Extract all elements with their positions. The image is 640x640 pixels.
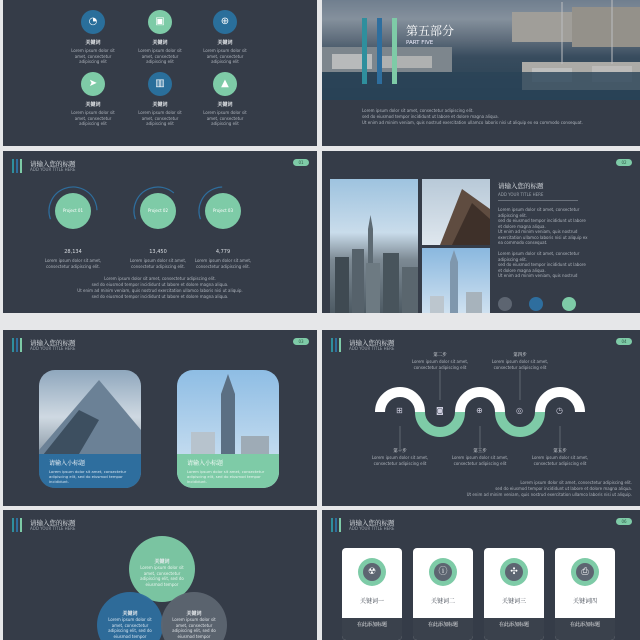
fan-icon: ✣ xyxy=(505,563,523,581)
keyword-label: 关键词 xyxy=(217,102,233,108)
slide-photo-cards[interactable]: 请输入您的标题 ADD YOUR TITLE HERE 03 请输入小标题 Lorem ipsum dolor sit amet, consectetur adipiscing elit, sed do eiusmod tempor incididunt. 请输入小标题 Lorem ipsum dolor sit amet, consectetur adipiscing elit, sed do eiusmod tempor incididunt. xyxy=(3,330,317,506)
donut-label: Project 03 xyxy=(212,208,234,213)
slide-venn[interactable]: 请输入您的标题 ADD YOUR TITLE HERE 关键词 Lorem ipsum dolor sit amet, consectetur adipiscing elit, sed do eiusmod tempor 关键词 Lorem ipsum dolor sit amet, consectetur adipiscing elit, sed do eiusmod tempor 关键词 Lorem ipsum dolor sit amet, consectetur adipiscing elit, sed do eiusmod tempor xyxy=(3,510,317,640)
page-number: 04 xyxy=(616,338,632,345)
timeline-step: 第一步 Lorem ipsum dolor sit amet, consectetur adipiscing elit xyxy=(371,449,429,466)
step-icon: ⊞ xyxy=(396,406,403,415)
step-icon: ◷ xyxy=(556,406,563,415)
keyword-label: 关键词 xyxy=(152,40,168,46)
slide-part-five[interactable] xyxy=(322,0,640,146)
keyword-card[interactable] xyxy=(342,548,402,640)
card-title: 关键词二 xyxy=(430,598,455,605)
keyword-desc: Lorem ipsum dolor sit amet, consectetur adipiscing elit xyxy=(203,110,247,126)
keyword-label: 关键词 xyxy=(152,102,168,108)
timeline-step: 第五步 Lorem ipsum dolor sit amet, consectetur adipiscing elit xyxy=(531,449,589,466)
body-text: Lorem ipsum dolor sit amet, consectetur adipiscing elit. sed do eiusmod tempor incididunt ut labore et dolore magna aliqua. Ut enim ad minim veniam, quis nostrud exercitation ullamco laboris nisi ut aliquip ex ea commodo consequat. Lorem ipsum dolor sit amet, consectetur adipiscing elit. sed do eiusmod tempor incididunt ut labore et dolore magna aliqua. Ut enim ad minim veniam, quis nostrud xyxy=(498,207,588,278)
donut-stat xyxy=(124,177,192,269)
accent-bar xyxy=(362,18,367,84)
skyline-photo xyxy=(330,179,418,313)
keyword-card[interactable] xyxy=(555,548,615,640)
globe-icon xyxy=(498,297,512,311)
part-title: 第五部分 xyxy=(406,24,455,38)
summary-text: Lorem ipsum dolor sit amet, consectetur adipiscing elit. sed do eiusmod tempor incididunt ut labore et dolore magna aliqua. Ut enim ad minim veniam, quis nostrud exercitation ullamco laboris nisi ut aliquip. sed do eiusmod tempor incididunt ut labore et dolore magna aliqua. xyxy=(77,276,243,299)
keyword-item xyxy=(197,72,253,127)
keyword-label: 关键词 xyxy=(85,102,101,108)
trend-icon xyxy=(529,297,543,311)
gauge-icon: ◔ xyxy=(81,10,105,34)
card-subtitle: 在此添加标题 xyxy=(484,618,544,640)
keyword-desc: Lorem ipsum dolor sit amet, consectetur adipiscing elit xyxy=(71,48,115,64)
keyword-card[interactable] xyxy=(413,548,473,640)
donut-value: 4,779 xyxy=(215,249,231,255)
slide-keyword-cards[interactable]: 请输入您的标题 ADD YOUR TITLE HERE 06 ☢ 关键词一 在此添加标题 ⓘ 关键词二 在此添加标题 ✣ 关键词三 在此添加标题 ⎙ 关键词四 在此添加标题 xyxy=(322,510,640,640)
keyword-item xyxy=(132,72,188,127)
part-subtitle: PART FIVE xyxy=(406,40,434,46)
keyword-item xyxy=(65,10,121,65)
keyword-desc: Lorem ipsum dolor sit amet, consectetur adipiscing elit xyxy=(71,110,115,126)
keyword-desc: Lorem ipsum dolor sit amet, consectetur adipiscing elit xyxy=(138,48,182,64)
page-number: 02 xyxy=(616,159,632,166)
send-icon: ➤ xyxy=(81,72,105,96)
donut-stat xyxy=(189,177,257,269)
keyword-item xyxy=(132,10,188,65)
graduation-cap-icon: ▲ xyxy=(213,72,237,96)
timeline-step: 第三步 Lorem ipsum dolor sit amet, consectetur adipiscing elit xyxy=(451,449,509,466)
photo-card[interactable]: 请输入小标题 Lorem ipsum dolor sit amet, consectetur adipiscing elit, sed do eiusmod tempor incididunt. xyxy=(177,370,279,488)
page-number: 01 xyxy=(293,159,309,166)
info-icon: ⓘ xyxy=(434,563,452,581)
card-subtitle: 在此添加标题 xyxy=(413,618,473,640)
timeline-step: 第二步 Lorem ipsum dolor sit amet, consectetur adipiscing elit xyxy=(411,353,469,370)
card-subtitle: 在此添加标题 xyxy=(342,618,402,640)
donut-value: 13,450 xyxy=(149,249,167,255)
page-number: 06 xyxy=(616,518,632,525)
donut-value: 28,134 xyxy=(64,249,82,255)
slide-keywords-icons[interactable] xyxy=(3,0,317,146)
map-icon: ▥ xyxy=(148,72,172,96)
radiation-icon: ☢ xyxy=(363,563,381,581)
keyword-item xyxy=(197,10,253,65)
card-title: 关键词三 xyxy=(501,598,526,605)
keyword-label: 关键词 xyxy=(217,40,233,46)
keyword-card[interactable] xyxy=(484,548,544,640)
keyword-label: 关键词 xyxy=(85,40,101,46)
slide-wave-timeline[interactable]: 请输入您的标题 ADD YOUR TITLE HERE 04 ⊞ ◙ ⊕ ◎ ◷ 第二步 Lorem ipsum dolor sit amet, consectetur adipiscing elit 第四步 Lorem ipsum dolor sit amet, consectetur adipiscing elit 第一步 Lorem ipsum dolor sit amet, consectetur adipiscing elit 第三步 Lorem ipsum dolor sit amet, consectetur adipiscing elit 第五步 Lorem ipsum dolor sit amet, consectetur adipiscing elit Lorem ipsum dolor sit amet, consectetur adipiscing elit. sed do eiusmod tempor incididunt ut labore et dolore magna aliqua. Ut enim ad minim veniam, quis nostrud exercitation ullamco laboris nisi ut aliquip. xyxy=(322,330,640,506)
donut-label: Project 02 xyxy=(147,208,169,213)
donut-stat xyxy=(39,177,107,269)
timeline-step: 第四步 Lorem ipsum dolor sit amet, consectetur adipiscing elit xyxy=(491,353,549,370)
photo-card[interactable]: 请输入小标题 Lorem ipsum dolor sit amet, consectetur adipiscing elit, sed do eiusmod tempor incididunt. xyxy=(39,370,141,488)
harbor-photo xyxy=(322,0,640,100)
donut-desc: Lorem ipsum dolor sit amet, consectetur adipiscing elit. xyxy=(129,258,187,269)
step-icon: ◎ xyxy=(516,406,523,415)
step-icon: ◙ xyxy=(436,406,444,415)
globe-icon: ⊕ xyxy=(213,10,237,34)
keyword-desc: Lorem ipsum dolor sit amet, consectetur adipiscing elit xyxy=(138,110,182,126)
donut-desc: Lorem ipsum dolor sit amet, consectetur adipiscing elit. xyxy=(44,258,102,269)
donut-desc: Lorem ipsum dolor sit amet, consectetur adipiscing elit. xyxy=(194,258,252,269)
building-photo xyxy=(422,179,490,245)
step-icon: ⊕ xyxy=(476,406,483,415)
accent-bar xyxy=(392,18,397,84)
keyword-desc: Lorem ipsum dolor sit amet, consectetur adipiscing elit xyxy=(203,48,247,64)
text-header: 请输入您的标题 ADD YOUR TITLE HERE xyxy=(498,181,578,201)
donut-label: Project 01 xyxy=(62,208,84,213)
slide-city-photos[interactable] xyxy=(322,151,640,313)
card-subtitle: 在此添加标题 xyxy=(555,618,615,640)
tower-photo xyxy=(422,248,490,313)
card-title: 关键词四 xyxy=(572,598,597,605)
printer-icon: ⎙ xyxy=(576,563,594,581)
timeline-text: Lorem ipsum dolor sit amet, consectetur adipiscing elit. sed do eiusmod tempor incididunt ut labore et dolore magna aliqua. Ut enim ad minim veniam, quis nostrud exercitation ullamco laboris nisi ut aliquip. xyxy=(466,480,632,497)
wrench-icon xyxy=(562,297,576,311)
part-text: Lorem ipsum dolor sit amet, consectetur adipiscing elit. sed do eiusmod tempor incididunt ut labore et dolore magna aliqua. Ut enim ad minim veniam, quis nostrud exercitation ullamco laboris nisi ut aliquip ex ea commodo consequat. xyxy=(362,108,583,125)
card-title: 关键词一 xyxy=(359,598,384,605)
briefcase-icon: ▣ xyxy=(148,10,172,34)
page-number: 03 xyxy=(293,338,309,345)
accent-bar xyxy=(377,18,382,84)
keyword-item xyxy=(65,72,121,127)
slide-donut-stats[interactable]: 请输入您的标题 ADD YOUR TITLE HERE 01 Project 01 28,134 Lorem ipsum dolor sit amet, consectetur adipiscing elit. Project 02 13,450 Lorem ipsum dolor sit amet, consectetur adipiscing elit. Project 03 4,779 Lorem ipsum dolor sit amet, consectetur adipiscing elit. Lorem ipsum dolor sit amet, consectetur adipiscing elit. sed do eiusmod tempor incididunt ut labore et dolore magna aliqua. Ut enim ad minim veniam, quis nostrud exercitation ullamco laboris nisi ut aliquip. sed do eiusmod tempor incididunt ut labore et dolore magna aliqua. xyxy=(3,151,317,313)
